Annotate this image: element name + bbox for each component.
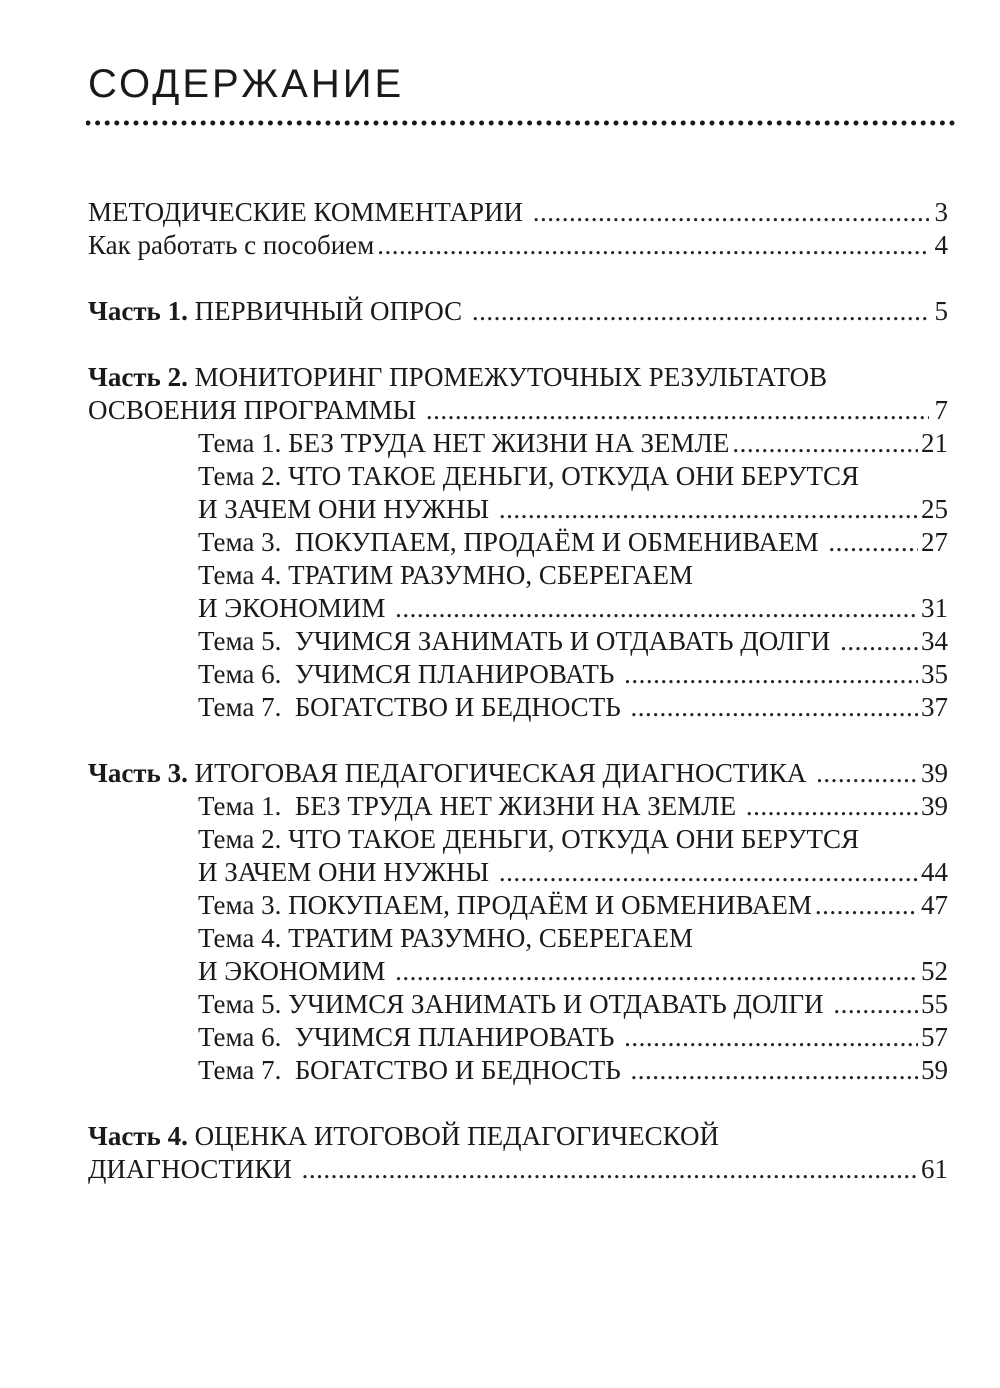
- toc-entry-title: Тема 1. БЕЗ ТРУДА НЕТ ЖИЗНИ НА ЗЕМЛЕ: [198, 428, 730, 458]
- toc-entry-title: Тема 2. ЧТО ТАКОЕ ДЕНЬГИ, ОТКУДА ОНИ БЕРУТСЯ: [198, 461, 859, 491]
- toc-entry-part3-topic-6[interactable]: [88, 1021, 948, 1054]
- toc-page-number: 34: [921, 626, 948, 656]
- toc-page-number: 5: [934, 296, 948, 326]
- dot-leader: [630, 691, 918, 724]
- toc-entry-part2-topic-1[interactable]: [88, 427, 948, 460]
- dot-leader: [395, 955, 918, 988]
- toc-entry-part2-topic-3[interactable]: [88, 526, 948, 559]
- toc-entry-part-4-line1[interactable]: [88, 1120, 948, 1153]
- part-label: Часть 1.: [88, 296, 188, 326]
- toc-entry-part2-topic-7[interactable]: [88, 691, 948, 724]
- toc-entry-how-to-use[interactable]: [88, 229, 948, 262]
- dot-leader: [377, 229, 929, 262]
- toc-entry-methodical-comments[interactable]: [88, 196, 948, 229]
- toc-entry-part2-topic-6[interactable]: [88, 658, 948, 691]
- toc-entry-part-4[interactable]: [88, 1153, 948, 1186]
- toc-page-number: 7: [934, 395, 948, 425]
- toc-entry-title: Тема 6. УЧИМСЯ ПЛАНИРОВАТЬ: [198, 659, 622, 689]
- toc-entry-part-1[interactable]: [88, 295, 948, 328]
- toc-entry-part3-topic-4-line1[interactable]: [88, 922, 948, 955]
- dot-leader: [426, 394, 929, 427]
- dot-leader: [816, 757, 918, 790]
- toc-page-number: 52: [921, 956, 948, 986]
- toc-entry-title: Как работать с пособием: [88, 230, 375, 260]
- dot-leader: [624, 658, 918, 691]
- toc-entry-title: Тема 7. БОГАТСТВО И БЕДНОСТЬ: [198, 692, 628, 722]
- toc-entry-title: ОЦЕНКА ИТОГОВОЙ ПЕДАГОГИЧЕСКОЙ: [187, 1121, 719, 1151]
- toc-entry-title: ДИАГНОСТИКИ: [88, 1154, 299, 1184]
- page-title: СОДЕРЖАНИЕ: [88, 62, 405, 106]
- toc-entry-title: Тема 7. БОГАТСТВО И БЕДНОСТЬ: [198, 1055, 628, 1085]
- toc-entry-part-3[interactable]: [88, 757, 948, 790]
- toc-entry-title: И ЗАЧЕМ ОНИ НУЖНЫ: [198, 857, 496, 887]
- dot-leader: [472, 295, 929, 328]
- toc-page-number: 3: [934, 197, 948, 227]
- toc-entry-title: Тема 3. ПОКУПАЕМ, ПРОДАЁМ И ОБМЕНИВАЕМ: [198, 527, 826, 557]
- toc-page-number: 44: [921, 857, 948, 887]
- toc-entry-part-2[interactable]: [88, 394, 948, 427]
- toc-entry-title: И ЭКОНОМИМ: [198, 593, 393, 623]
- dot-leader: [395, 592, 918, 625]
- toc-entry-title: ИТОГОВАЯ ПЕДАГОГИЧЕСКАЯ ДИАГНОСТИКА: [187, 758, 814, 788]
- toc-entry-part2-topic-5[interactable]: [88, 625, 948, 658]
- toc-entry-title: Тема 1. БЕЗ ТРУДА НЕТ ЖИЗНИ НА ЗЕМЛЕ: [198, 791, 743, 821]
- toc-entry-part3-topic-4[interactable]: [88, 955, 948, 988]
- dot-leader: [732, 427, 918, 460]
- toc-entry-title: МОНИТОРИНГ ПРОМЕЖУТОЧНЫХ РЕЗУЛЬТАТОВ: [187, 362, 828, 392]
- dotted-rule: [86, 118, 958, 128]
- dot-leader: [815, 889, 918, 922]
- toc-page-number: 59: [921, 1055, 948, 1085]
- toc-page-number: 39: [921, 791, 948, 821]
- toc-page-number: 39: [921, 758, 948, 788]
- toc-entry-title: МЕТОДИЧЕСКИЕ КОММЕНТАРИИ: [88, 197, 530, 227]
- toc-entry-title: Тема 4. ТРАТИМ РАЗУМНО, СБЕРЕГАЕМ: [198, 560, 694, 590]
- dot-leader: [499, 856, 918, 889]
- toc-page-number: 61: [921, 1154, 948, 1184]
- toc-page-number: 47: [921, 890, 948, 920]
- toc-page-number: 25: [921, 494, 948, 524]
- toc-entry-title: Тема 5. УЧИМСЯ ЗАНИМАТЬ И ОТДАВАТЬ ДОЛГИ: [198, 626, 838, 656]
- part-label: Часть 3.: [88, 758, 188, 788]
- toc-page-number: 35: [921, 659, 948, 689]
- toc-entry-title: Тема 4. ТРАТИМ РАЗУМНО, СБЕРЕГАЕМ: [198, 923, 694, 953]
- dot-leader: [833, 988, 918, 1021]
- toc-entry-part3-topic-2-line1[interactable]: [88, 823, 948, 856]
- toc-entry-part3-topic-5[interactable]: [88, 988, 948, 1021]
- table-of-contents: [88, 196, 948, 1186]
- part-label: Часть 4.: [88, 1121, 188, 1151]
- toc-entry-title: ПЕРВИЧНЫЙ ОПРОС: [187, 296, 469, 326]
- dot-leader: [624, 1021, 918, 1054]
- dot-leader: [828, 526, 918, 559]
- dot-leader: [840, 625, 918, 658]
- toc-page-number: 57: [921, 1022, 948, 1052]
- toc-entry-title: Тема 6. УЧИМСЯ ПЛАНИРОВАТЬ: [198, 1022, 622, 1052]
- toc-page-number: 4: [934, 230, 948, 260]
- toc-entry-part3-topic-3[interactable]: [88, 889, 948, 922]
- toc-entry-title: Тема 2. ЧТО ТАКОЕ ДЕНЬГИ, ОТКУДА ОНИ БЕРУТСЯ: [198, 824, 859, 854]
- toc-entry-part2-topic-4[interactable]: [88, 592, 948, 625]
- toc-page-number: 31: [921, 593, 948, 623]
- dot-leader: [630, 1054, 918, 1087]
- toc-page-number: 27: [921, 527, 948, 557]
- toc-entry-part2-topic-4-line1[interactable]: [88, 559, 948, 592]
- toc-entry-part2-topic-2-line1[interactable]: [88, 460, 948, 493]
- toc-entry-part3-topic-2[interactable]: [88, 856, 948, 889]
- toc-entry-title: И ЗАЧЕМ ОНИ НУЖНЫ: [198, 494, 496, 524]
- toc-entry-part3-topic-7[interactable]: [88, 1054, 948, 1087]
- toc-entry-title: Тема 3. ПОКУПАЕМ, ПРОДАЁМ И ОБМЕНИВАЕМ: [198, 890, 812, 920]
- part-label: Часть 2.: [88, 362, 188, 392]
- dot-leader: [533, 196, 929, 229]
- toc-entry-part-2-line1[interactable]: [88, 361, 948, 394]
- toc-entry-title: ОСВОЕНИЯ ПРОГРАММЫ: [88, 395, 423, 425]
- dot-leader: [302, 1153, 918, 1186]
- dot-leader: [746, 790, 918, 823]
- toc-page-number: 37: [921, 692, 948, 722]
- toc-entry-title: Тема 5. УЧИМСЯ ЗАНИМАТЬ И ОТДАВАТЬ ДОЛГИ: [198, 989, 831, 1019]
- toc-entry-part2-topic-2[interactable]: [88, 493, 948, 526]
- toc-page-number: 55: [921, 989, 948, 1019]
- toc-entry-part3-topic-1[interactable]: [88, 790, 948, 823]
- toc-entry-title: И ЭКОНОМИМ: [198, 956, 393, 986]
- toc-page-number: 21: [921, 428, 948, 458]
- dot-leader: [499, 493, 918, 526]
